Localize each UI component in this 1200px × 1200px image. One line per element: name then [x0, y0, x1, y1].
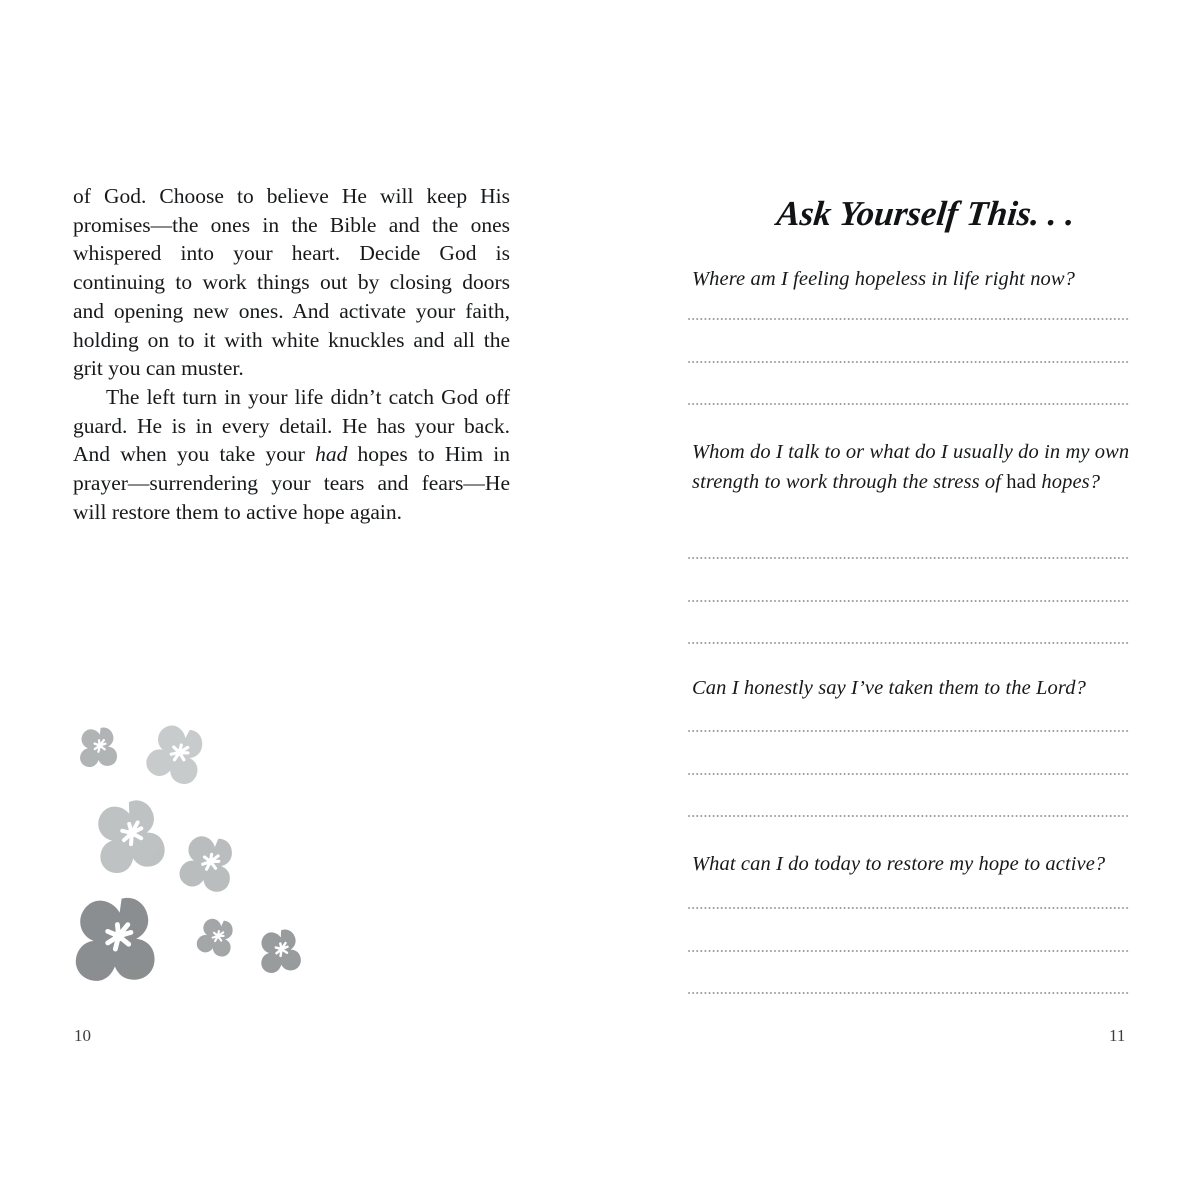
page-number-right: 11	[1109, 1026, 1126, 1045]
flower-2	[143, 721, 207, 787]
answer-lines-4[interactable]	[687, 907, 1129, 994]
answer-line[interactable]	[687, 361, 1129, 363]
text-run: hopes to Him in prayer—surrendering your tears and fears—He will restore them to active hope again.	[73, 442, 510, 524]
answer-lines-1[interactable]	[687, 318, 1129, 405]
answer-line[interactable]	[687, 730, 1129, 732]
flower-5	[69, 895, 157, 985]
text-run: of God. Choose to believe He will keep His promises—the ones in the Bible and the ones whispered into your heart. Decide God is continuing to work things out by closing doors and opening new ones. And activate your faith, holding on to it with white knuckles and all the grit you can muster.	[73, 184, 510, 381]
answer-lines-3[interactable]	[687, 730, 1129, 817]
page-number-left: 10	[74, 1026, 91, 1045]
text-run: What can I do today to restore my hope to active?	[692, 853, 1106, 875]
answer-line[interactable]	[687, 557, 1129, 559]
ask-heading-text: Ask Yourself This. . .	[774, 194, 1077, 233]
answer-line[interactable]	[687, 907, 1129, 909]
body-text-block	[73, 182, 510, 526]
flower-7	[255, 927, 303, 976]
question-2	[692, 437, 1134, 497]
flower-1	[76, 726, 118, 770]
ask-yourself-this-heading	[680, 183, 1130, 243]
text-run: hopes?	[1036, 471, 1101, 493]
answer-line[interactable]	[687, 318, 1129, 320]
right-page	[600, 0, 1200, 1200]
answer-line[interactable]	[687, 642, 1129, 644]
answer-line[interactable]	[687, 600, 1129, 602]
answer-line[interactable]	[687, 815, 1129, 817]
flower-4	[177, 834, 235, 894]
question-2-text	[692, 437, 1134, 497]
paragraph-continued	[73, 182, 510, 383]
answer-lines-2[interactable]	[687, 557, 1129, 644]
text-run: Where am I feeling hopeless in life right now?	[692, 268, 1076, 290]
floral-cluster-decoration	[60, 700, 350, 1000]
emphasis-run: had	[315, 442, 348, 467]
question-3-text	[692, 673, 1134, 703]
answer-line[interactable]	[687, 403, 1129, 405]
emphasis-run: had	[1006, 471, 1037, 493]
answer-line[interactable]	[687, 773, 1129, 775]
question-1	[692, 264, 1134, 294]
answer-line[interactable]	[687, 950, 1129, 952]
text-run: The left turn in your life didn’t catch God off guard. He is in every detail. He has your back. And when you take your	[73, 384, 510, 467]
answer-line[interactable]	[687, 992, 1129, 994]
question-3	[692, 673, 1134, 703]
text-run: Whom do I talk to or what do I usually do in my own strength to work through the stress of	[692, 441, 1130, 493]
paragraph-left-turn	[73, 383, 510, 527]
question-4	[692, 849, 1134, 879]
flower-3	[87, 796, 169, 880]
flower-6	[195, 917, 235, 958]
question-4-text	[692, 849, 1134, 879]
question-1-text	[692, 264, 1134, 294]
text-run: Can I honestly say I’ve taken them to the Lord?	[692, 677, 1086, 699]
